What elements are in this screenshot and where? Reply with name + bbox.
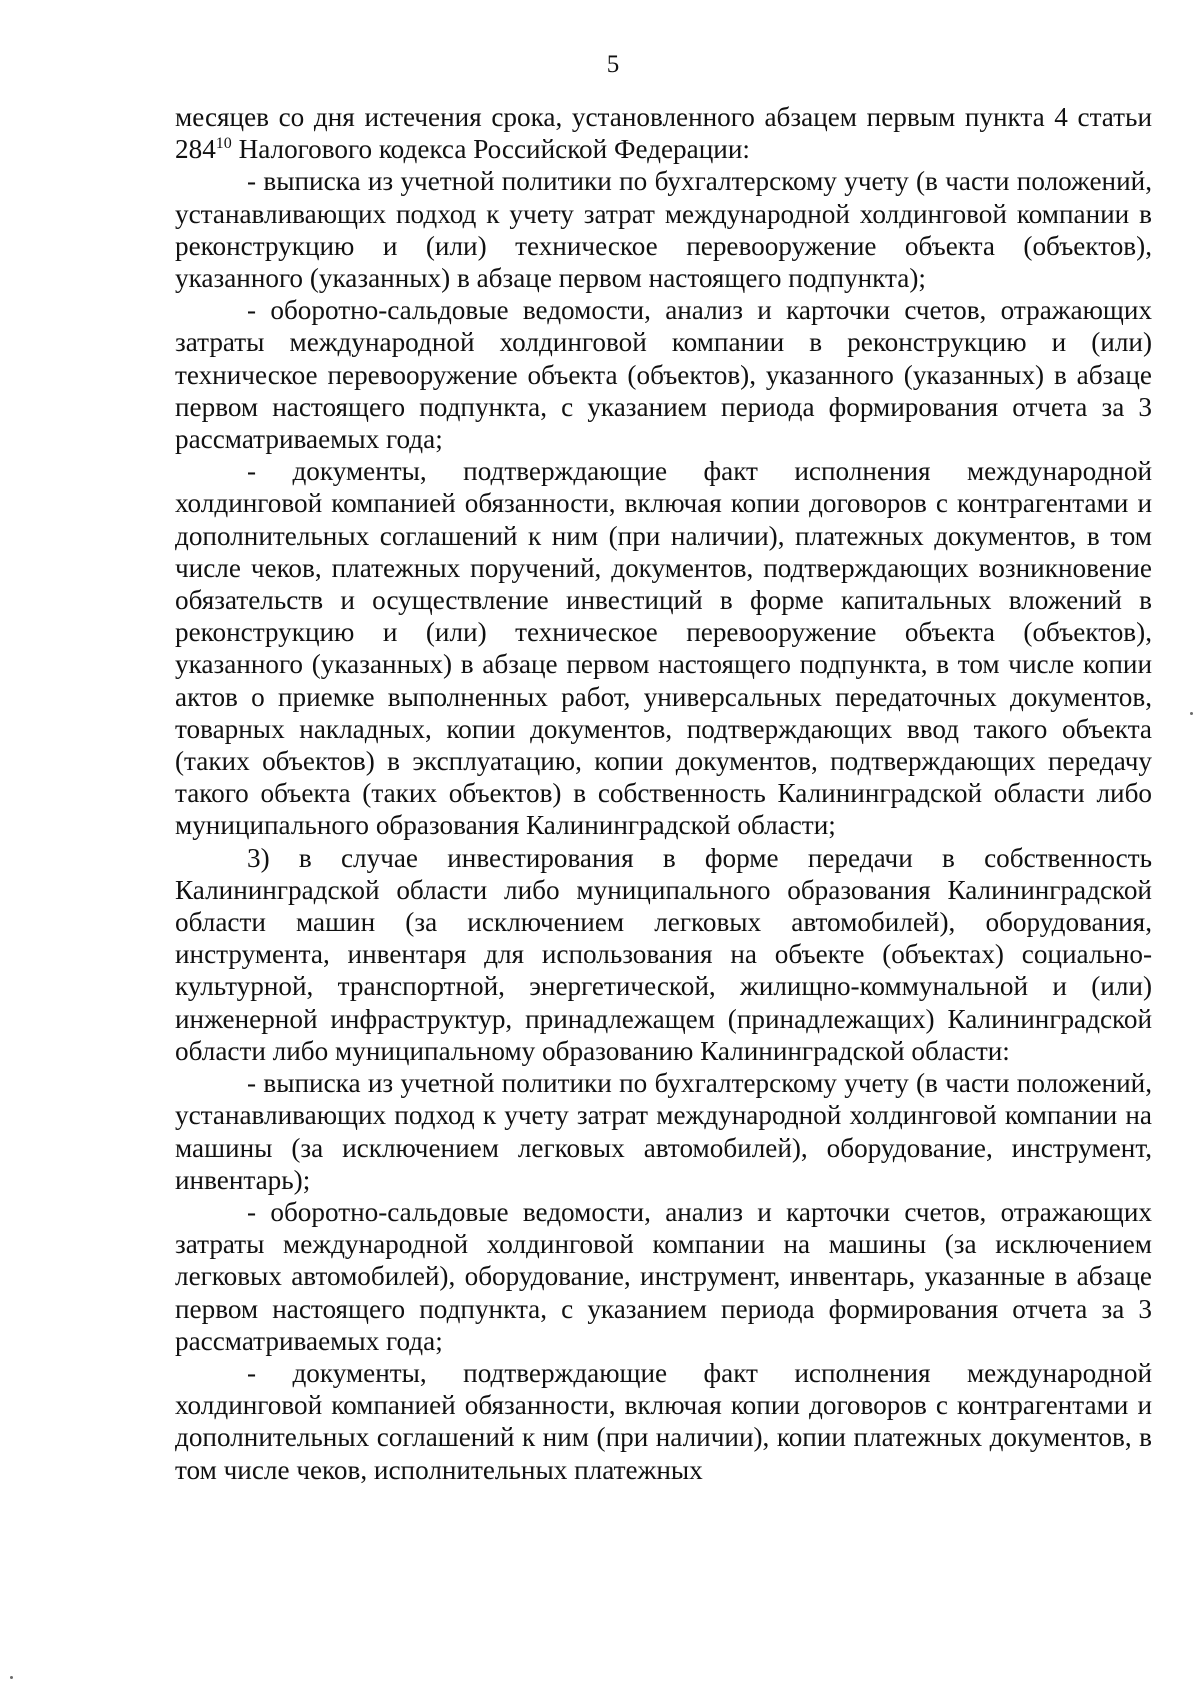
scan-speck — [10, 1676, 13, 1679]
paragraph-supporting-documents-machines: - документы, подтверждающие факт исполнения международной холдинговой компанией обязанности, включая копии договоров с контрагентами и дополнительных соглашений к ним (при наличии), копии платежных документов, в том числе чеков, исполнительных платежных — [175, 1357, 1152, 1485]
paragraph-text: месяцев со дня истечения срока, установленного абзацем первым пункта 4 статьи 284 — [175, 102, 1152, 165]
paragraph-text: Налогового кодекса Российской Федерации: — [231, 134, 750, 165]
paragraph-subitem-3: 3) в случае инвестирования в форме передачи в собственность Калининградской области либо муниципального образования Калининградской области машин (за исключением легковых автомобилей), оборудования, инструмента, инвентаря для использования на объекте (объектах) социально-культурной, транспортной, энергетической, жилищно-коммунальной и (или) инженерной инфраструктур, принадлежащем (принадлежащих) Калининградской области либо муниципальному образованию Калининградской области: — [175, 842, 1152, 1066]
document-body — [175, 101, 1152, 1486]
paragraph-turnover-statements: - оборотно-сальдовые ведомости, анализ и карточки счетов, отражающих затраты международной холдинговой компании в реконструкцию и (или) техническое перевооружение объекта (объектов), указанного (указанных) в абзаце первом настоящего подпункта, с указанием периода формирования отчета за 3 рассматриваемых года; — [175, 295, 1152, 455]
paragraph-extract-accounting-policy-machines: - выписка из учетной политики по бухгалтерскому учету (в части положений, устанавливающих подход к учету затрат международной холдинговой компании на машины (за исключением легковых автомобилей), оборудование, инструмент, инвентарь); — [175, 1068, 1152, 1195]
paragraph-supporting-documents: - документы, подтверждающие факт исполнения международной холдинговой компанией обязанности, включая копии договоров с контрагентами и дополнительных соглашений к ним (при наличии), платежных документов, в том числе чеков, платежных поручений, документов, подтверждающих возникновение обязательств и осуществление инвестиций в форме капитальных вложений в реконструкцию и (или) техническое перевооружение объекта (объектов), указанного (указанных) в абзаце первом настоящего подпункта, в том числе копии актов о приемке выполненных работ, универсальных передаточных документов, товарных накладных, копии документов, подтверждающих ввод такого объекта (таких объектов) в эксплуатацию, копии документов, подтверждающих передачу такого объекта (таких объектов) в собственность Калининградской области либо муниципального образования Калининградской области; — [175, 456, 1152, 841]
paragraph-extract-accounting-policy: - выписка из учетной политики по бухгалтерскому учету (в части положений, устанавливающих подход к учету затрат международной холдинговой компании в реконструкцию и (или) техническое перевооружение объекта (объектов), указанного (указанных) в абзаце первом настоящего подпункта); — [175, 166, 1152, 294]
paragraph-turnover-statements-machines: - оборотно-сальдовые ведомости, анализ и карточки счетов, отражающих затраты международной холдинговой компании на машины (за исключением легковых автомобилей), оборудование, инструмент, инвентарь, указанные в абзаце первом настоящего подпункта, с указанием периода формирования отчета за 3 рассматриваемых года; — [175, 1196, 1152, 1356]
page-number: 5 — [606, 51, 620, 78]
paragraph-continuation — [175, 101, 1152, 165]
scan-speck — [1190, 712, 1193, 715]
article-superscript: 10 — [215, 135, 232, 153]
